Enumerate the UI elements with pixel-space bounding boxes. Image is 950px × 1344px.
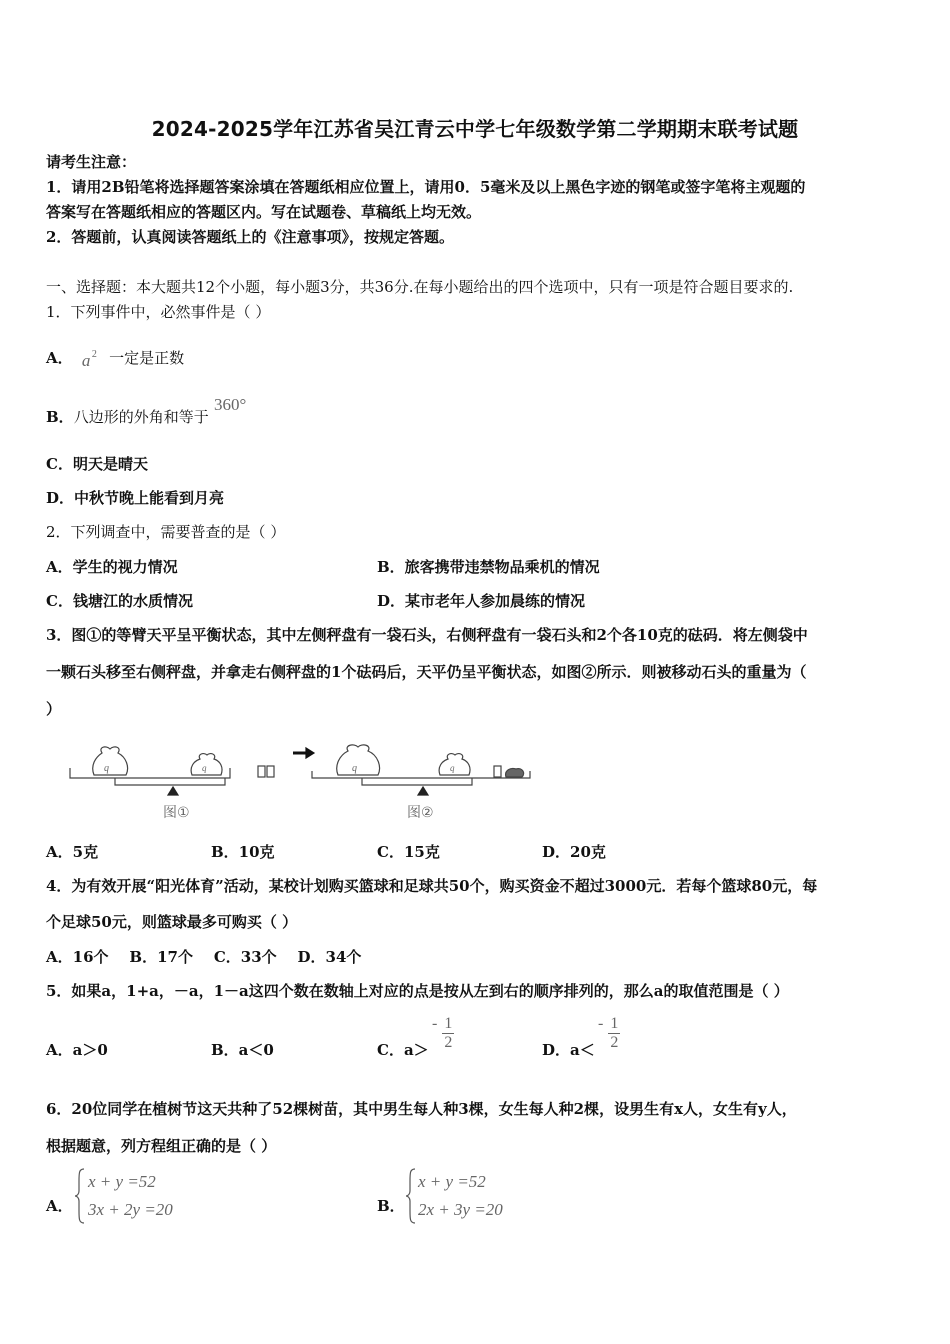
fig1-caption: 图①	[163, 805, 190, 821]
q3-option-a: A．5克	[46, 843, 99, 861]
q3-option-c: C．15克	[377, 843, 440, 861]
q5-c-fraction	[442, 1015, 454, 1052]
notice-heading: 请考生注意：	[46, 153, 137, 171]
q5-stem: 5．如果a，1+a，－a，1－a这四个数在数轴上对应的点是按从左到右的顺序排列的，那么a的取值范围是（ ）	[46, 982, 789, 1000]
q2-option-d: D．某市老年人参加晨练的情况	[377, 592, 586, 610]
q6-b-brace-icon	[405, 1167, 417, 1225]
q6-b-label: B．	[377, 1197, 405, 1215]
notice-line-2: 2．答题前，认真阅读答题纸上的《注意事项》，按规定答题。	[46, 228, 454, 246]
fig2-caption: 图②	[407, 805, 434, 821]
q6-a-label: A．	[46, 1197, 73, 1215]
q6-a-system	[88, 1168, 173, 1224]
q1-option-a	[46, 348, 184, 368]
q1-option-c: C．明天是晴天	[46, 455, 148, 473]
q5-option-c: C．a＞	[377, 1041, 429, 1059]
q5-d-num: 1	[610, 1015, 619, 1032]
q6-b-eq2: 2x + 3y =20	[418, 1200, 503, 1219]
bag-label-3: q	[352, 763, 357, 774]
q1-a-exp: 2	[91, 349, 97, 360]
bag-label-4: q	[450, 763, 455, 773]
q3-line-3: ）	[46, 700, 62, 718]
q5-option-d: D．a＜	[542, 1041, 595, 1059]
bag-label-1: q	[104, 763, 109, 774]
q5-c-minus: -	[432, 1015, 438, 1032]
q4-options: A．16个 B．17个 C．33个 D．34个	[46, 948, 362, 966]
q6-a-brace-icon	[74, 1167, 86, 1225]
q5-option-a: A．a＞0	[46, 1041, 108, 1059]
q1-a-label: A．	[46, 349, 73, 367]
q5-d-den: 2	[610, 1034, 619, 1051]
q6-line-2: 根据题意，列方程组正确的是（ ）	[46, 1137, 277, 1155]
balance-figure	[60, 735, 540, 830]
q2-option-b: B．旅客携带违禁物品乘机的情况	[377, 558, 600, 576]
q4-line-2: 个足球50元，则篮球最多可购买（ ）	[46, 913, 298, 931]
notice-line-1a: 1．请用2B铅笔将选择题答案涂填在答题纸相应位置上，请用0．5毫米及以上黑色字迹的钢笔或签字笔将主观题的	[46, 178, 806, 196]
q3-option-d: D．20克	[542, 843, 606, 861]
q1-b-math: 360°	[213, 395, 247, 414]
q5-c-num: 1	[444, 1015, 453, 1032]
q1-stem: 1．下列事件中，必然事件是（ ）	[46, 303, 271, 321]
notice-line-1b: 答案写在答题纸相应的答题区内。写在试题卷、草稿纸上均无效。	[46, 203, 482, 221]
q1-b-text: 八边形的外角和等于	[73, 408, 209, 426]
q6-b-system	[418, 1168, 503, 1224]
q5-c-den: 2	[444, 1034, 453, 1051]
q5-d-minus: -	[598, 1015, 604, 1032]
q5-option-b: B．a＜0	[211, 1041, 274, 1059]
q2-stem: 2．下列调查中，需要普查的是（ ）	[46, 523, 286, 541]
q6-a-eq1: x + y =52	[88, 1172, 156, 1191]
q3-line-1: 3．图①的等臂天平呈平衡状态，其中左侧秤盘有一袋石头，右侧秤盘有一袋石头和2个各10克的砝码．将左侧袋中	[46, 626, 808, 644]
q1-a-text: 一定是正数	[109, 349, 185, 367]
q3-option-b: B．10克	[211, 843, 275, 861]
q2-option-c: C．钱塘江的水质情况	[46, 592, 193, 610]
q5-d-value	[598, 1015, 620, 1052]
q2-option-a: A．学生的视力情况	[46, 558, 178, 576]
q6-a-eq2: 3x + 2y =20	[88, 1200, 173, 1219]
bag-label-2: q	[202, 763, 207, 773]
q5-d-fraction	[608, 1015, 620, 1052]
q1-a-math: a	[81, 351, 91, 370]
q5-c-value	[432, 1015, 454, 1052]
q4-line-1: 4．为有效开展“阳光体育”活动，某校计划购买篮球和足球共50个，购买资金不超过3000元．若每个篮球80元，每	[46, 877, 818, 895]
q1-option-b	[46, 395, 247, 427]
q6-b-eq1: x + y =52	[418, 1172, 486, 1191]
q3-line-2: 一颗石头移至右侧秤盘，并拿走右侧秤盘的1个砝码后，天平仍呈平衡状态，如图②所示．则被移动石头的重量为（	[46, 663, 807, 681]
section-heading: 一、选择题：本大题共12个小题，每小题3分，共36分.在每小题给出的四个选项中，只有一项是符合题目要求的.	[46, 278, 794, 296]
q1-option-d: D．中秋节晚上能看到月亮	[46, 489, 225, 507]
q1-b-label: B．	[46, 408, 74, 426]
page-title: 2024-2025学年江苏省吴江青云中学七年级数学第二学期期末联考试题	[151, 117, 799, 141]
q6-line-1: 6．20位同学在植树节这天共种了52棵树苗，其中男生每人种3棵，女生每人种2棵，设男生有x人，女生有y人，	[46, 1100, 797, 1118]
